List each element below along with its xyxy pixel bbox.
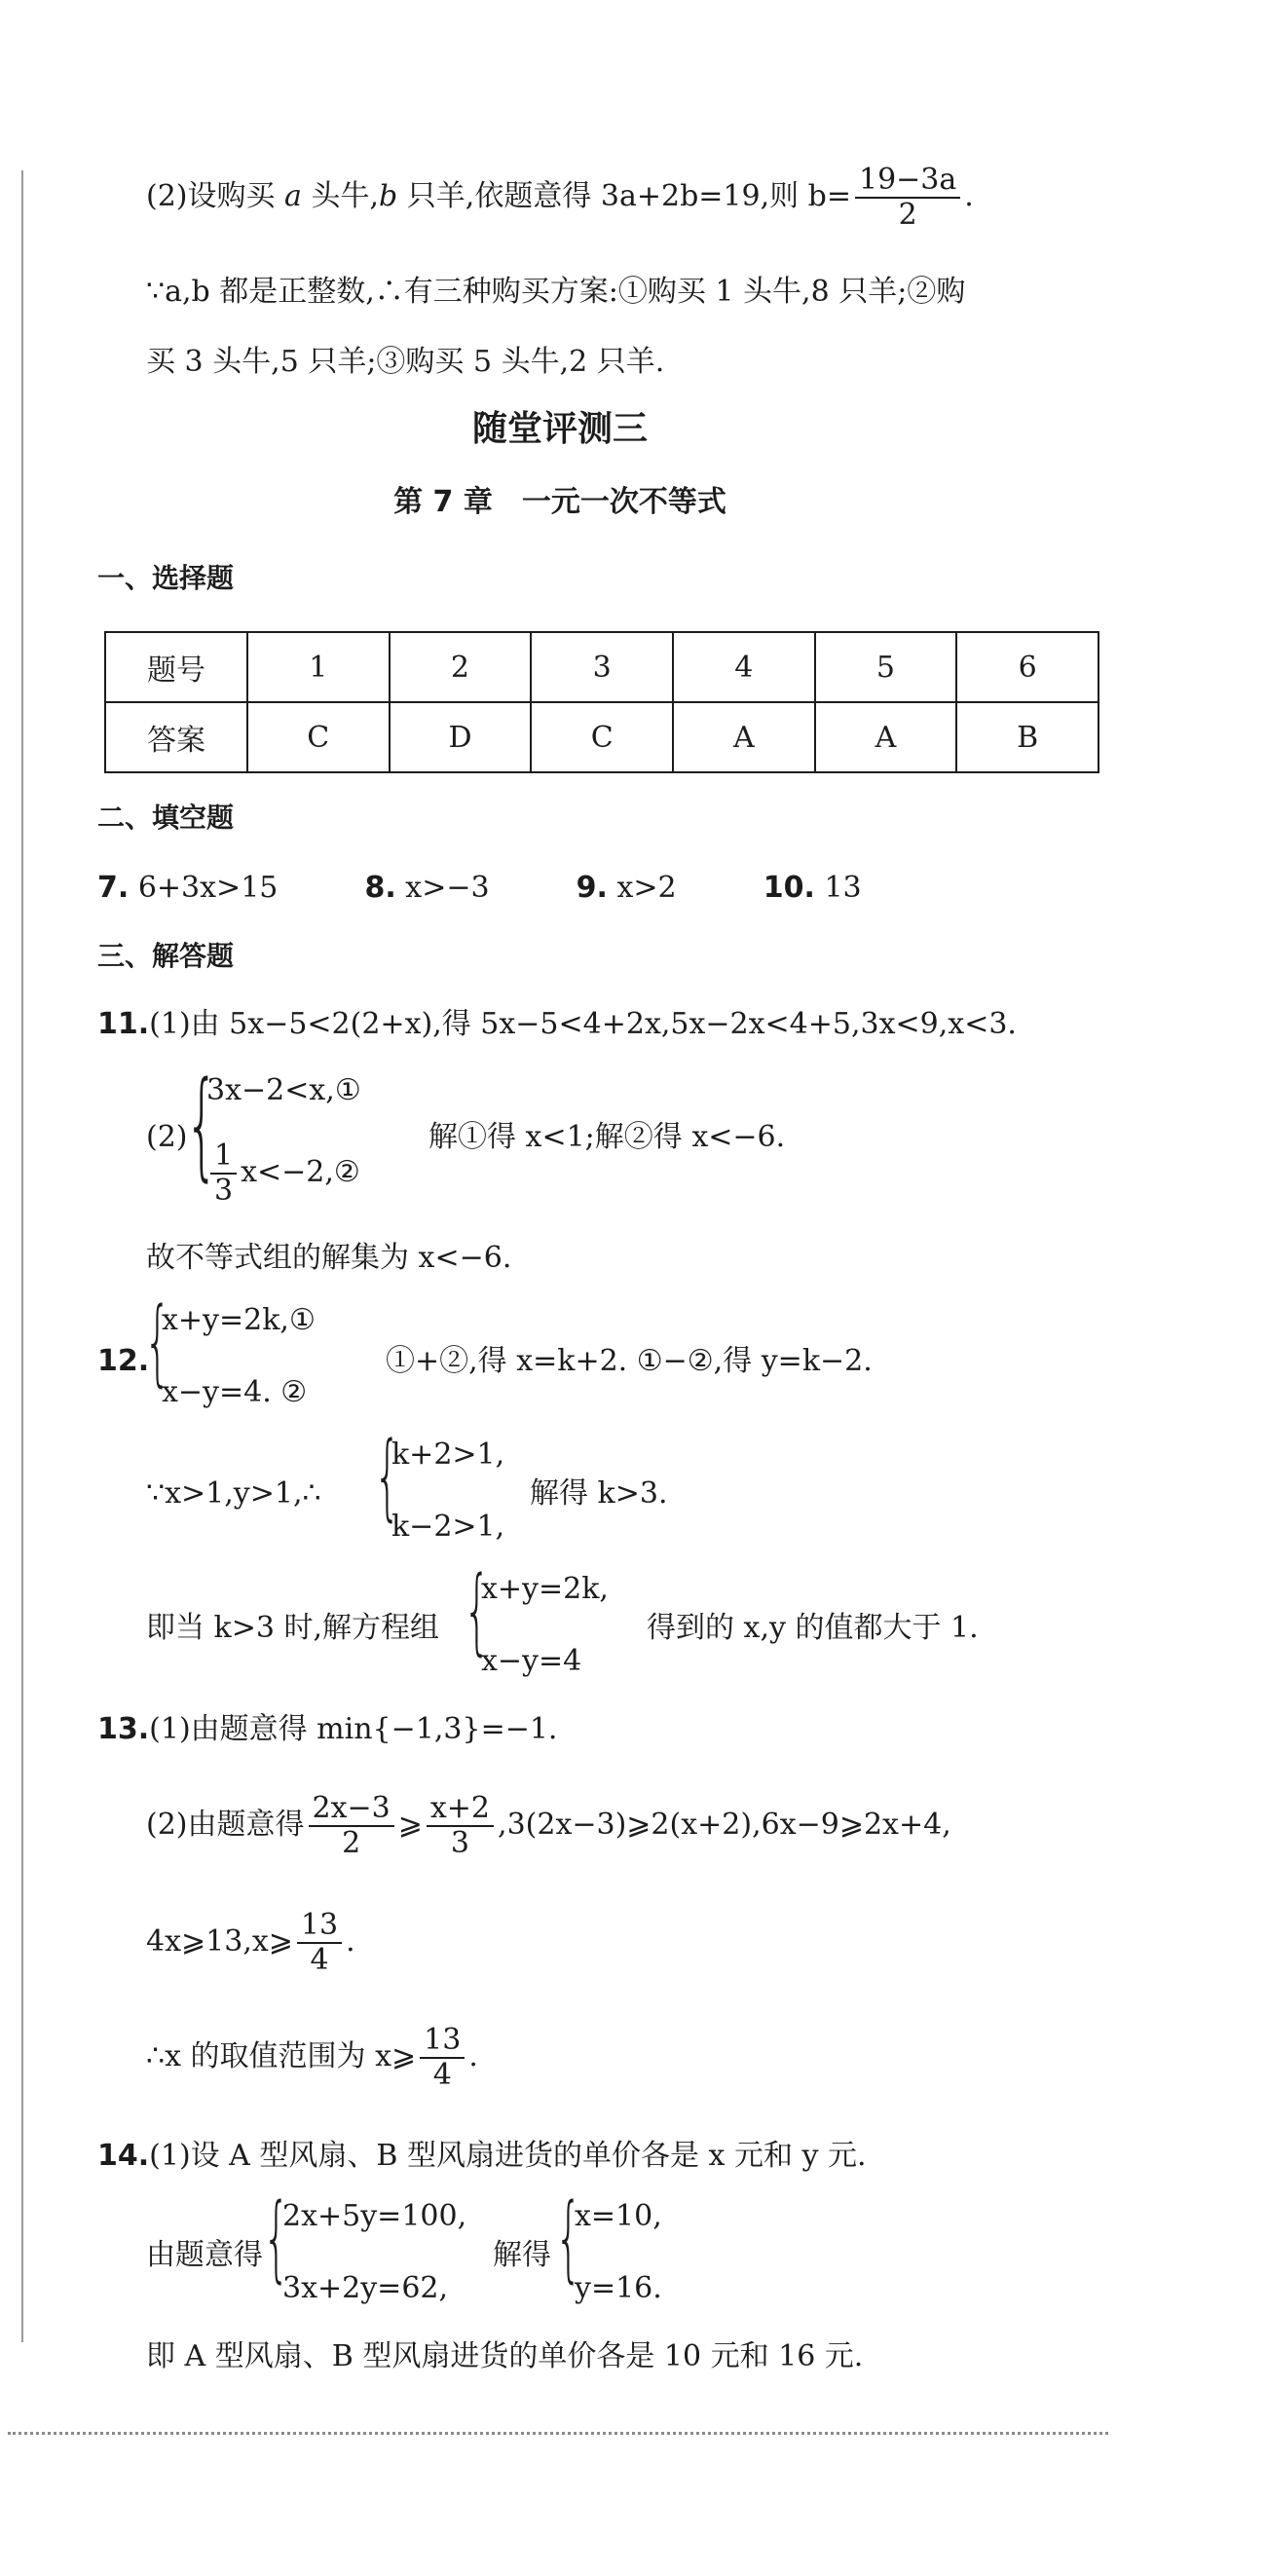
table-cell: A <box>815 702 957 772</box>
table-row <box>105 632 1098 702</box>
q11-system-eq1: 3x−2<x,① <box>206 1073 361 1107</box>
q12-system-eq1: x+y=2k,① <box>162 1303 316 1337</box>
section-heading-solve: 三、解答题 <box>97 940 235 972</box>
dotted-divider <box>8 2432 1108 2435</box>
table-cell: C <box>247 702 390 772</box>
q14-part1: 14.(1)设 A 型风扇、B 型风扇进货的单价各是 x 元和 y 元. <box>97 2139 867 2173</box>
fraction: $\frac{19-3a}{2}$ <box>855 164 960 232</box>
section-heading-choice: 一、选择题 <box>97 562 235 594</box>
table-cell: D <box>390 702 532 772</box>
q11-system-eq2: $\frac{1}{3}$ x<−2,② <box>206 1139 360 1208</box>
q11-part1: 11.(1)由 5x−5<2(2+x),得 5x−5<4+2x,5x−2x<4+5,3x<9,x<3. <box>97 1007 1017 1041</box>
chapter-title: 第 7 章 一元一次不等式 <box>393 485 726 519</box>
answer-table <box>104 631 1099 773</box>
system-brace: { <box>144 1288 171 1397</box>
system-brace: { <box>374 1422 401 1531</box>
q12-system-eq2: x−y=4. ② <box>162 1375 308 1409</box>
q14-solve-label: 解得 <box>493 2238 551 2272</box>
q13-conclusion: ∴x 的取值范围为 x⩾ $\frac{13}{4}$ . <box>146 2023 478 2092</box>
table-cell: 6 <box>956 632 1098 702</box>
prev-line-3: 买 3 头牛,5 只羊;③购买 5 头牛,2 只羊. <box>146 345 665 379</box>
prev-line-1: (2)设购买 a 头牛,b 只羊,依题意得 3a+2b=19,则 b= $\frac{19-3a}{2}$ . <box>146 163 974 232</box>
system-brace: { <box>185 1058 219 1193</box>
table-cell: A <box>673 702 815 772</box>
q14-system-eq1: 2x+5y=100, <box>282 2199 467 2233</box>
table-row <box>105 702 1098 772</box>
q14-setup-prefix: 由题意得 <box>146 2238 263 2272</box>
q12-number: 12. <box>97 1344 150 1378</box>
q11-part2-solution: 解①得 x<1;解②得 x<−6. <box>428 1120 786 1154</box>
q13-part1: 13.(1)由题意得 min{−1,3}=−1. <box>97 1712 558 1746</box>
fill-answers: 7. 6+3x>15 8. x>−3 9. x>2 10. 13 <box>97 871 862 905</box>
q12-solution: ①+②,得 x=k+2. ①−②,得 y=k−2. <box>386 1344 873 1378</box>
table-cell: C <box>531 702 673 772</box>
q12-conclusion-suffix: 得到的 x,y 的值都大于 1. <box>647 1611 979 1645</box>
q11-part2-label: (2) <box>146 1120 188 1154</box>
q12-condition-prefix: ∵x>1,y>1,∴ <box>146 1476 321 1511</box>
q14-conclusion: 即 A 型风扇、B 型风扇进货的单价各是 10 元和 16 元. <box>146 2339 864 2373</box>
q14-result-y: y=16. <box>575 2271 662 2305</box>
table-cell: 5 <box>815 632 957 702</box>
page-title: 随堂评测三 <box>471 409 648 449</box>
table-cell: 4 <box>673 632 815 702</box>
q12-conclusion-prefix: 即当 k>3 时,解方程组 <box>146 1611 440 1645</box>
q12-system2-eq2: x−y=4 <box>481 1644 582 1678</box>
q12-system2-eq1: x+y=2k, <box>481 1572 609 1606</box>
system-brace: { <box>263 2184 290 2293</box>
table-cell: 1 <box>247 632 390 702</box>
system-brace: { <box>555 2184 582 2293</box>
q12-condition-solution: 解得 k>3. <box>530 1476 668 1511</box>
section-heading-fill: 二、填空题 <box>97 802 235 834</box>
q14-result-x: x=10, <box>575 2199 662 2233</box>
prev-line-2: ∵a,b 都是正整数,∴有三种购买方案:①购买 1 头牛,8 只羊;②购 <box>146 275 966 309</box>
q12-condition-1: k+2>1, <box>391 1437 505 1472</box>
q11-conclusion: 故不等式组的解集为 x<−6. <box>146 1241 512 1275</box>
system-brace: { <box>464 1556 491 1665</box>
table-header-cell: 答案 <box>105 702 247 772</box>
q12-condition-2: k−2>1, <box>391 1510 505 1544</box>
table-header-cell: 题号 <box>105 632 247 702</box>
q14-system-eq2: 3x+2y=62, <box>282 2271 449 2305</box>
table-cell: B <box>956 702 1098 772</box>
q13-part2: (2)由题意得 $\frac{2x-3}{2}$ ⩾ $\frac{x+2}{3}$ ,3(2x−3)⩾2(x+2),6x−9⩾2x+4, <box>146 1791 951 1860</box>
table-cell: 3 <box>531 632 673 702</box>
table-cell: 2 <box>390 632 532 702</box>
q13-part2-cont: 4x⩾13,x⩾ $\frac{13}{4}$ . <box>146 1908 355 1977</box>
